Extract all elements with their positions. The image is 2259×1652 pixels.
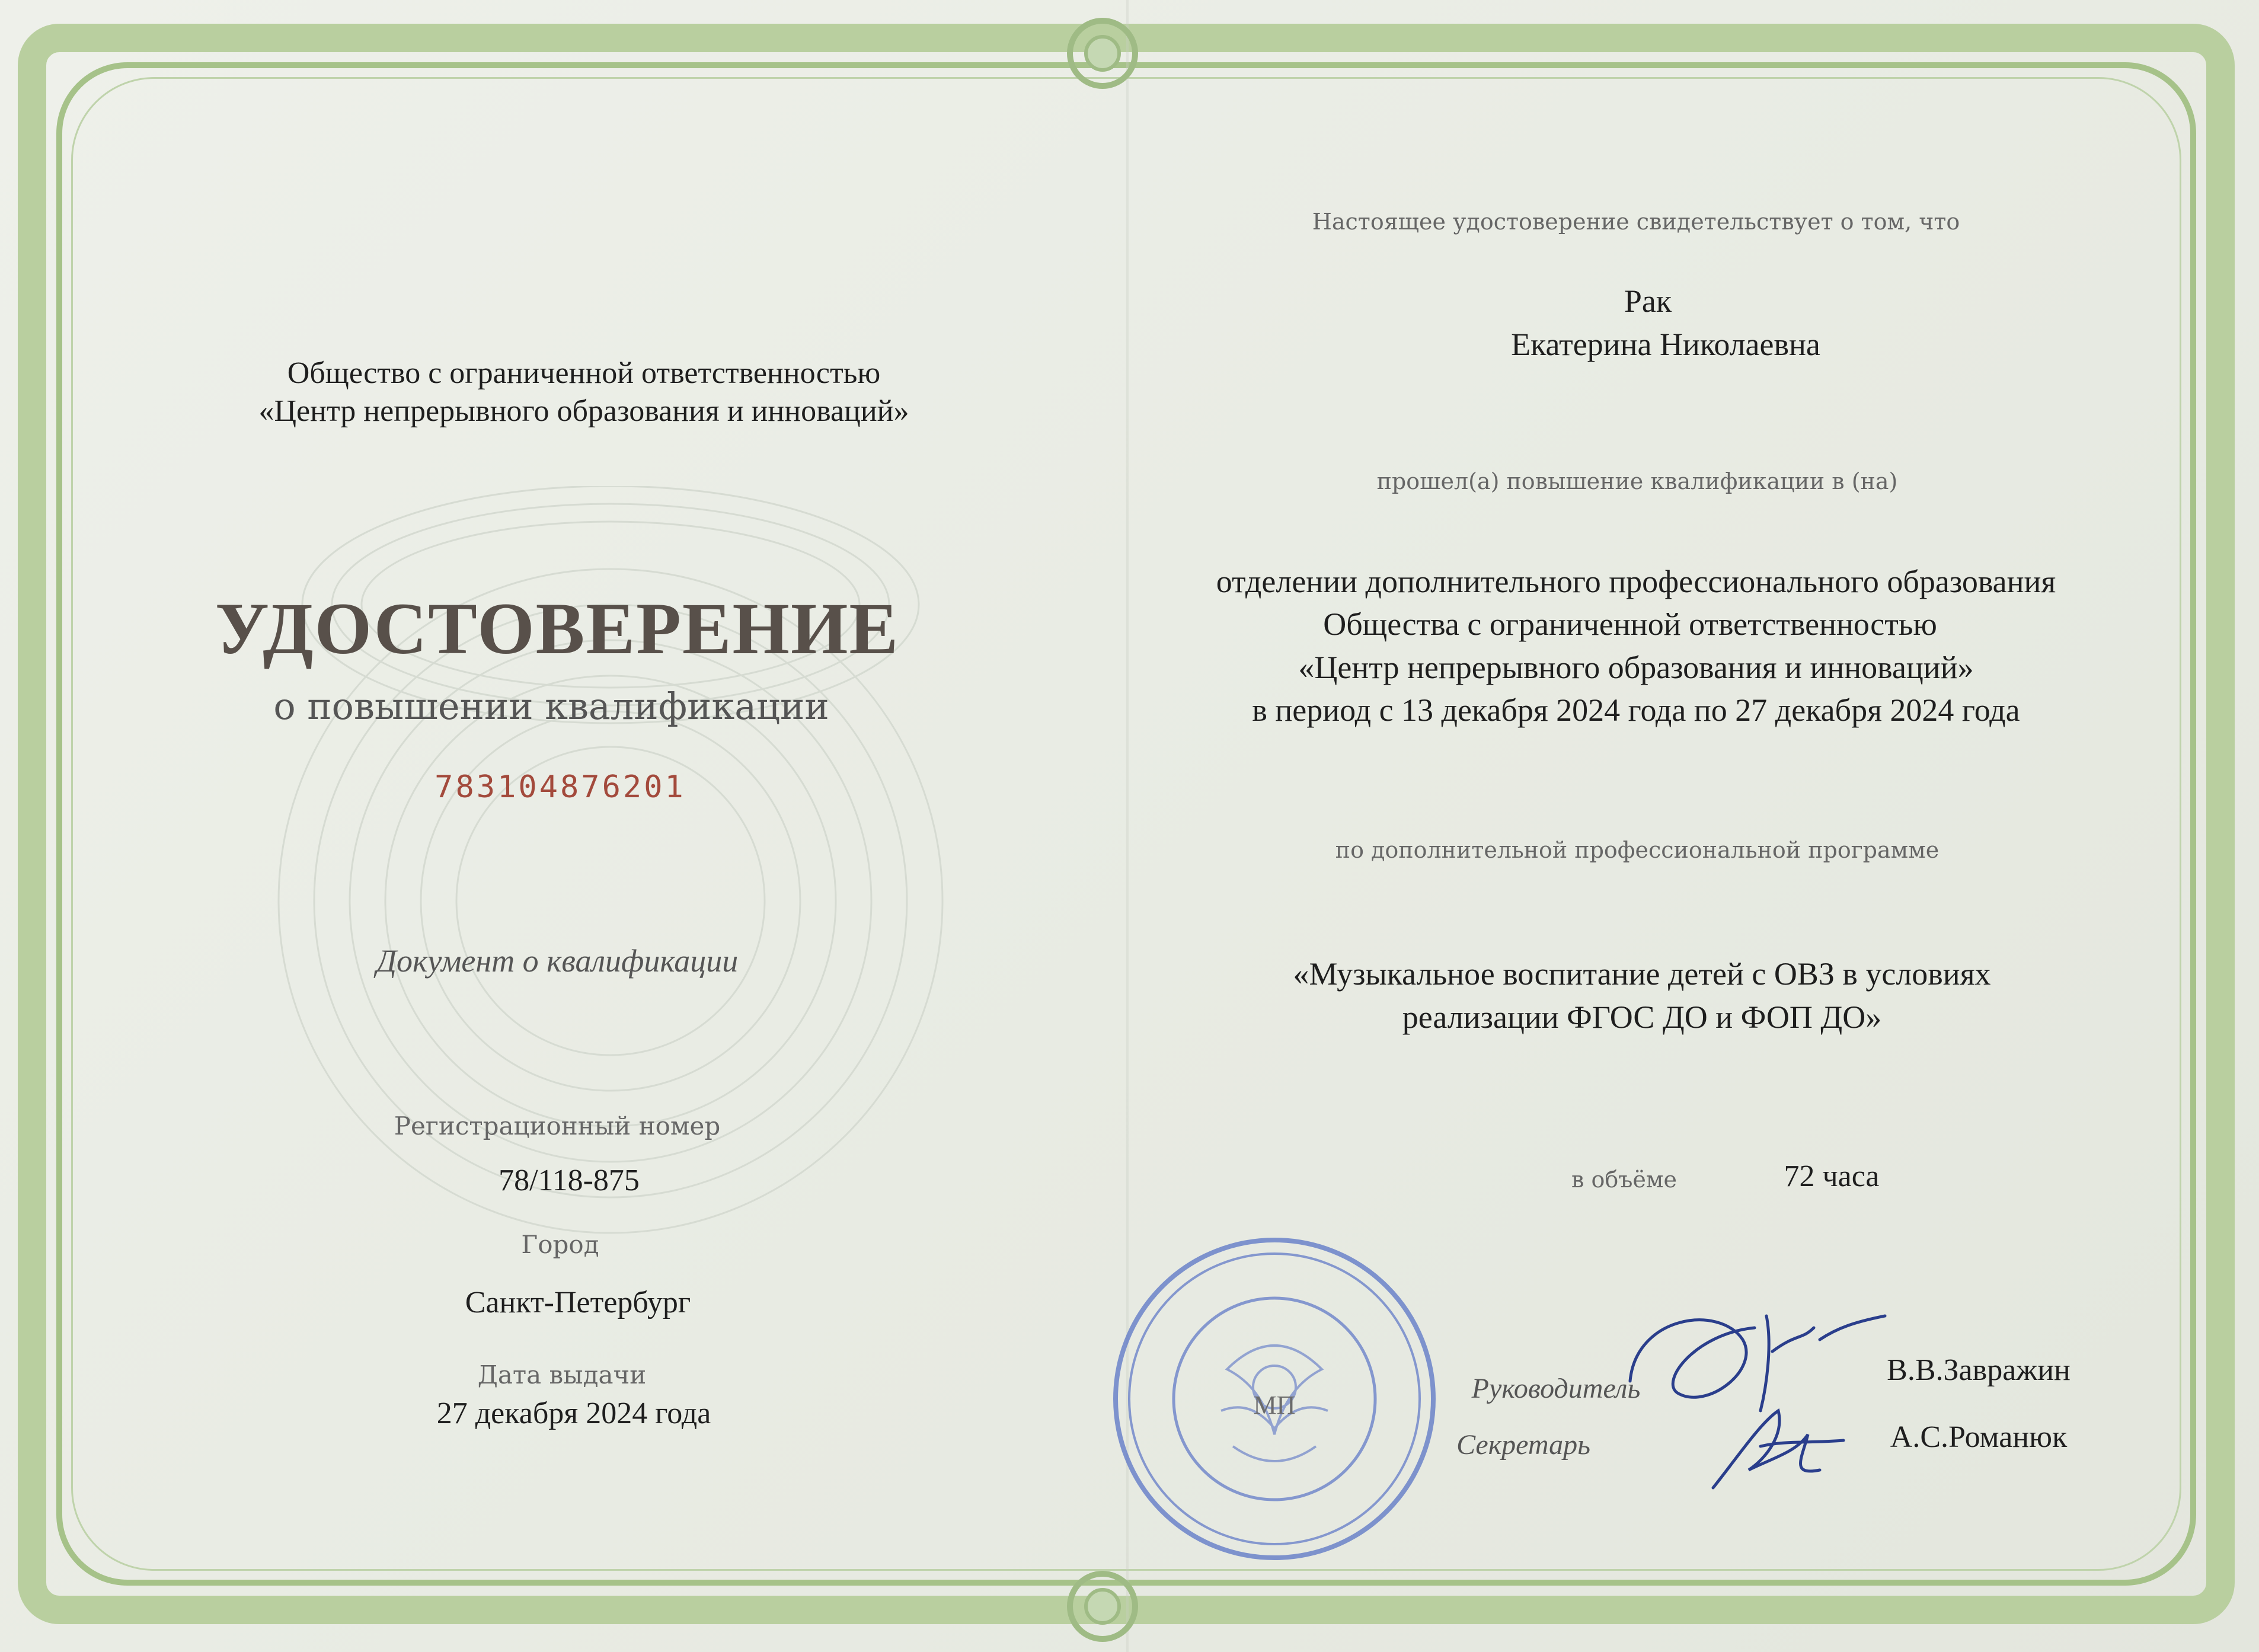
document-type-label: Документ о квалификации xyxy=(376,943,739,979)
secretary-label: Секретарь xyxy=(1456,1429,1590,1461)
document-subtitle: о повышении квалификации xyxy=(273,685,829,728)
bottom-ornament-icon xyxy=(1049,1565,1156,1648)
recipient-surname: Рак xyxy=(1624,283,1672,319)
head-name: В.В.Завражин xyxy=(1887,1353,2071,1387)
program-title-line2: реализации ФГОС ДО и ФОП ДО» xyxy=(1402,999,1882,1035)
document-serial-number: 783104876201 xyxy=(434,769,686,805)
stamp-center-text: МП xyxy=(1253,1391,1296,1420)
institution-line3: «Центр непрерывного образования и инноваций» xyxy=(1298,650,1974,685)
training-period: в период с 13 декабря 2024 года по 27 декабря 2024 года xyxy=(1252,692,2020,728)
head-label: Руководитель xyxy=(1471,1373,1641,1404)
intro-text: Настоящее удостоверение свидетельствует о том, что xyxy=(1312,209,1960,235)
organization-name-line1: Общество с ограниченной ответственностью xyxy=(287,356,881,390)
city-value: Санкт-Петербург xyxy=(465,1286,691,1319)
volume-value: 72 часа xyxy=(1784,1159,1880,1193)
passed-training-label: прошел(а) повышение квалификации в (на) xyxy=(1376,468,1898,494)
issue-date-value: 27 декабря 2024 года xyxy=(436,1397,711,1430)
institution-line2: Общества с ограниченной ответственностью xyxy=(1323,606,1937,642)
registration-number-value: 78/118-875 xyxy=(499,1164,640,1197)
document-title: УДОСТОВЕРЕНИЕ xyxy=(215,588,900,669)
program-label: по дополнительной профессиональной программе xyxy=(1335,837,1940,863)
issue-date-label: Дата выдачи xyxy=(477,1360,647,1389)
volume-label: в объёме xyxy=(1571,1167,1677,1193)
registration-number-label: Регистрационный номер xyxy=(394,1111,721,1140)
institution-line1: отделении дополнительного профессионального образования xyxy=(1216,564,2056,599)
city-label: Город xyxy=(521,1230,599,1259)
top-ornament-icon xyxy=(1049,12,1156,95)
secretary-name: А.С.Романюк xyxy=(1890,1420,2068,1454)
secretary-signature-icon xyxy=(1701,1399,1855,1500)
program-title-line1: «Музыкальное воспитание детей с ОВЗ в условиях xyxy=(1293,956,1991,992)
recipient-given-names: Екатерина Николаевна xyxy=(1511,327,1820,362)
organization-name-line2: «Центр непрерывного образования и инноваций» xyxy=(258,394,909,428)
official-seal-stamp xyxy=(1108,1233,1440,1565)
